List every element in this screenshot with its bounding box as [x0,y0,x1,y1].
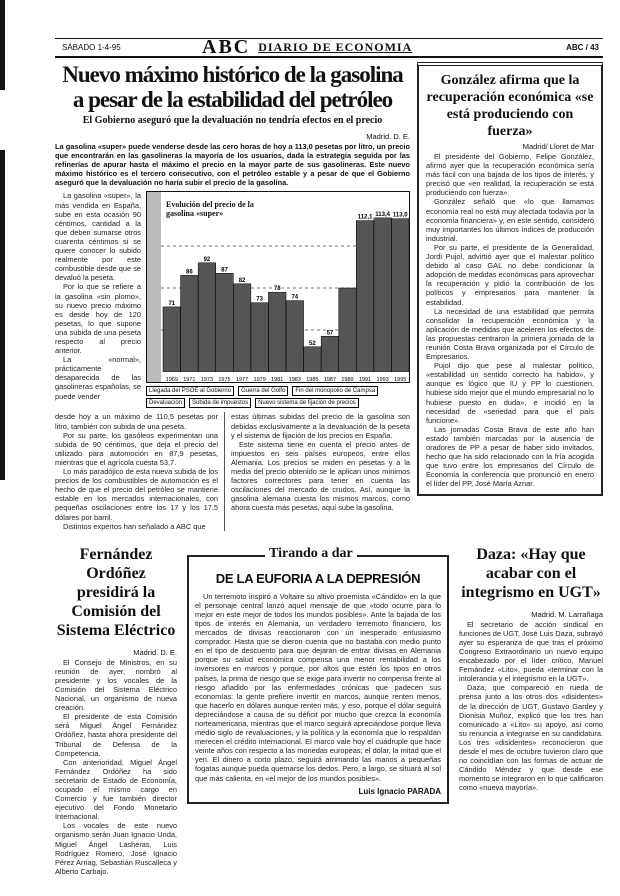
paragraph: El presidente del Gobierno, Felipe González, afirmó ayer que la recuperación económica sería más fácil con una bajada de los tipos de interés, y precisó que «en realidad, la recuperación se está produciendo con fuerza». [426,152,594,198]
x-tick-label: 1991 [358,377,372,384]
paragraph: Con anterioridad, Miguel Ángel Fernández Ordóñez ha sido secretario de Estado de Economía, ocupado el mismo cargo en Comercio y fue también director ejecutivo del Fondo Monetario Internacional. [55,757,177,822]
price-step [181,276,199,373]
paragraph: desde hoy a un máximo de 110,5 pesetas por litro, también con subida de una peseta. [55,412,218,431]
price-step [339,288,357,372]
paragraph: Por lo que se refiere a la gasolina «sin plomo», su nuevo precio máximo es desde hoy de 120 pesetas, lo que supone una subida de una peseta respecto al precio anterior. [55,282,141,356]
x-tick-label: 1989 [341,377,354,384]
chart-annotation: Devaluación [146,398,185,408]
paragraph: El secretario de acción sindical en funciones de UGT, José Luis Daza, subrayó ayer su esperanza de que tras el próximo Congreso Extraordinario un nuevo equipo encabezado por el líder crítico, Manuel Fernández «Lito», pueda «terminar con la intolerancia y el integrismo en la UGT». [459,619,603,684]
electrico-byline: Madrid. D. E. [133,647,177,657]
bottom-section [55,545,603,876]
point-label: 71 [168,301,176,308]
paragraph: Lo más paradójico de esta nueva subida de los precios de los combustibles de automoción es el hecho de que el precio del petróleo se mantiene estable en los mercados internacionales, con pequeñas oscilaciones entre los 17 y los 17,5 dólares por barril. [55,467,218,522]
x-tick-label: 1995 [394,377,407,384]
gasoline-price-chart [146,191,410,383]
lead-subtitle: El Gobierno aseguró que la devaluación no tendría efectos en el precio [82,115,383,126]
paragraph: Distintos expertos han señalado a ABC que [63,521,206,531]
sidebar-box [417,62,603,496]
paragraph: Daza, que compareció en rueda de prensa junto a los otros dos «disidentes» de la dirección de UGT, Gustavo Gardey y Dionisia Muñoz, explicó que los tres han comunicado a «Lito» su apoyo, así como su renuncia a integrarse en su candidatura. Los tres «disidentes» reconocieron que desde el mes de octubre tuvieron claro que no coincidían con las formas de actuar de Cándido Méndez y que desde ese momento se integraron en lo que calificaron como «nueva mayoría». [459,683,603,793]
price-step [321,337,339,373]
paragraph: Los vocales de este nuevo organismo serán Juan Ignacio Unda, Miguel Ángel Lasheras, Luis Rodríguez Romero, José Ignacio Pérez Arriag, Sebastián Ruscalleca y Alberto Carbajo. [55,821,177,876]
x-tick-label: 1987 [323,377,337,384]
sidebar-byline: Madrid/ Lloret de Mar [522,142,594,151]
ugt-byline: Madrid. M. Larrañaga [531,609,603,619]
page-number: ABC / 43 [566,43,599,52]
chart-title: Evolución del precio de la gasolina «super» [164,199,256,219]
headline-line2: a pesar de la estabilidad del petróleo [72,87,393,112]
x-tick-label: 1975 [218,377,231,384]
paragraph: Por su parte, el presidente de la Generalidad, Jordi Pujol, advirtió ayer que el malestar político debido al caso GAL no debe condicionar la adopción de medidas económicas para aprovechar la recuperación y pidió la contribución de los políticos y empresarios para mantener la estabilidad. [426,242,594,307]
paragraph: El presidente de esta Comisión será Miguel Ángel Fernández Ordóñez, hasta ahora presidente del Tribunal de Defensa de la Competencia. [55,712,177,758]
chart-annotation: Fin del monopolio de Campsa [292,386,378,396]
point-label: 52 [309,341,316,348]
lead-chart-row [55,191,410,408]
paragraph: La «normal», prácticamente desaparecida de las gasolineras españolas, se puede vender [55,355,141,401]
paragraph: El Consejo de Ministros, en su reunión de ayer, nombró al presidente y los vocales de la Comisión del Sistema Eléctrico Nacional, un organismo de nueva creación. [55,657,177,713]
price-step [163,307,181,372]
price-step [391,219,409,372]
ugt-article [459,545,603,876]
chart-annotation: Guerra del Golfo [238,386,288,396]
x-tick-label: 1977 [235,377,249,384]
point-label: 87 [221,267,228,274]
x-tick-label: 1983 [288,377,301,384]
opinion-text: Un terremoto inspiró a Voltaire su altivo proemista «Cándido» en la que el personaje central lanzó aquel mensaje de que «todo ocurre para lo mejor en este mejor de todos los mundos posibles». Ante la bajada de los tipos de interés en Alemania, un verdadero terremoto financiero, los mercados de divisas reaccionaron con un inesperado entusiasmo comprador. Hasta que se dieron cuenta que no bastaba con medio punto en el tipo de descuento para que dejaran de entrar divisas en Alemania porque su salud económica compensa una menor rentabilidad a los inversores en marcos y porque, por altos que estén los tipos en otros países, la prima de riesgo que se exige para invertir no compensa frente al riesgo añadido por las enfermedades crónicas que padecen sus economías: la gente prefiere invertir en marcos, aunque renten menos, que hacerlo en dólares aunque renten más, y eso, porque el dólar seguirá depreciándose a causa de su déficit por mucho que crezca la economía norteamericana, mientras que el marco seguirá apreciándose porque lleva medio siglo de revaluaciones, y la política y la economía que lo respaldan merecen el crédito internacional. El marco vale hoy el cuádruple que hace veinte años con respecto a las monedas europeas; el dólar, la mitad que el yen. El dinero a corto plazo, seguirá arrimando las manos a pequeñas fogatas aunque pueda quemarse los dedos. Pero, a largo, se situará al sol que más calienta, en «el mejor de los mundos posibles». [195,591,441,783]
paragraph: La necesidad de una estabilidad que permita consolidar la recuperación económica y la aplicación de medidas que aceleren los efectos de las propuestas centraron la primera jornada de la reunión Costa Brava organizada por el Círculo de Empresarios. [426,306,594,362]
x-tick-label: 1979 [253,377,266,384]
lead-columns [55,412,410,530]
x-tick-label: 1985 [306,377,319,384]
point-label: 86 [186,269,193,276]
paragraph: Las jornadas Costa Brava de este año han estado también marcadas por la ausencia de oradores de PP a pesar de haber sido invitados, hecho que ha sido relacionado con la fría acogida que tuvo entre los empresarios del Círculo de Economía la conferencia que pronunció en enero el líder del PP, José María Aznar. [426,424,594,489]
paragraph: La gasolina «super», la más vendida en España, sube en esta ocasión 90 céntimos, cantidad a la que deben sumarse otros cuarenta céntimos si se quiere conocer lo subido realmente por este combustible desde que se devaluó la peseta. [55,191,141,283]
chart-annotation: Subida de impuestos [189,398,251,408]
x-axis-band [161,372,410,383]
ugt-title: Daza: «Hay que acabar con el integrismo en UGT» [461,545,601,601]
price-step [251,303,269,372]
sidebar-title: González afirma que la recuperación económica «se está produciendo con fuerza» [426,73,594,139]
paragraph: Por su parte, los gasóleos experimentan una subida de 90 céntimos, que deja el precio del utilizado para automoción en 87,9 pesetas, mientras que el agrícola cuesta 53,7. [55,430,218,467]
electrico-article [55,545,177,876]
lead-column-1 [55,191,141,408]
price-step [356,221,374,372]
chart-figure [146,191,410,408]
paragraph: Este sistema tiene en cuenta el precio antes de impuestos en seis países europeos, entre ellos Alemania. Los precios se miden en pesetas y a la media del precio obtenido se le aplican unos mínimos factores correctores para tener en cuenta las oscilaciones del mercado de crudos. Así, aunque la gasolina alemana cuesta los mismos marcos, como ahora cuesta más pesetas, aquí sube la gasolina. [231,439,410,513]
lead-column-3 [225,412,410,530]
lead-column-2 [55,412,225,530]
lead-intro: La gasolina «super» puede venderse desde las cero horas de hoy a 113,0 pesetas por litro, un precio que encontrarán en las gasolineras la mayoría de los usuarios, dada la estrategia seguida por las refinerías de apurar hasta el máximo el precio en la mayor parte de sus gasolineras. Este nuevo máximo histórico es el tercero consecutivo, con el petróleo estable y a pesar de que el Gobierno aseguró que la devaluación no haría subir el precio de la gasolina. [55,142,410,188]
paragraph: González señaló que «lo que llamamos economía real no está muy afectada todavía por la economía financiera» y, en este sentido, consideró muy importantes los últimos índices de producción industrial. [426,197,594,243]
header-date: SÁBADO 1-4-95 [62,43,121,52]
point-label: 57 [326,330,334,337]
price-step [198,263,216,372]
chart-axis-band [147,192,161,383]
top-section [55,62,603,531]
price-step [286,301,304,372]
point-label: 73 [256,297,263,304]
x-tick-label: 1973 [200,377,214,384]
price-step [233,284,251,372]
price-step [216,274,234,373]
point-label: 78 [273,286,281,293]
point-label: 113,4 [375,212,390,219]
lead-article [55,62,410,531]
chart-annotation: Llegada del PSOE al Gobierno [146,386,234,396]
price-step [304,347,322,372]
point-label: 112,1 [357,215,373,222]
x-tick-label: 1971 [183,377,196,384]
x-tick-label: 1981 [271,377,284,384]
point-label: 92 [203,257,211,264]
price-step [374,218,392,372]
x-tick-label: 1993 [376,377,389,384]
chart-annotations [146,386,410,408]
lead-byline: Madrid. D. E. [366,132,410,141]
point-label: 74 [291,295,299,302]
price-step [268,293,286,373]
opinion-title: DE LA EUFORIA A LA DEPRESIÓN [215,570,421,586]
chart-annotation: Nuevo sistema de fijación de precios [255,398,359,408]
paragraph: Pujol dijo que pese al malestar político, «estabilidad un sentido correcto ha habido», y aunque es lógico que IU y PP lo cuestionen, hubiese sido mejor que el mundo empresarial no lo hubiese puesto en duda», e incidió en la necesidad de «seriedad para que el país funcione». [426,361,594,425]
point-label: 82 [238,278,246,285]
opinion-kicker: Tirando a dar [265,546,357,562]
paragraph: estas últimas subidas del precio de la gasolina son debidas exclusivamente a la devaluación de la peseta y el sistema de fijación de los precios en España. [231,412,410,440]
masthead-logo: ABC [202,36,251,58]
point-label: 113,0 [392,213,408,220]
x-tick-label: 1969 [165,377,178,384]
opinion-box [187,545,449,804]
section-title: DIARIO DE ECONOMIA [258,40,413,54]
scan-edge [0,0,5,90]
scan-edge [0,150,5,480]
electrico-title: Fernández Ordóñez presidirá la Comisión del Sistema Eléctrico [56,545,176,639]
headline-line1: Nuevo máximo histórico de la gasolina [62,62,403,87]
page-header [55,38,603,58]
opinion-author: Luis Ignacio PARADA [358,786,441,796]
